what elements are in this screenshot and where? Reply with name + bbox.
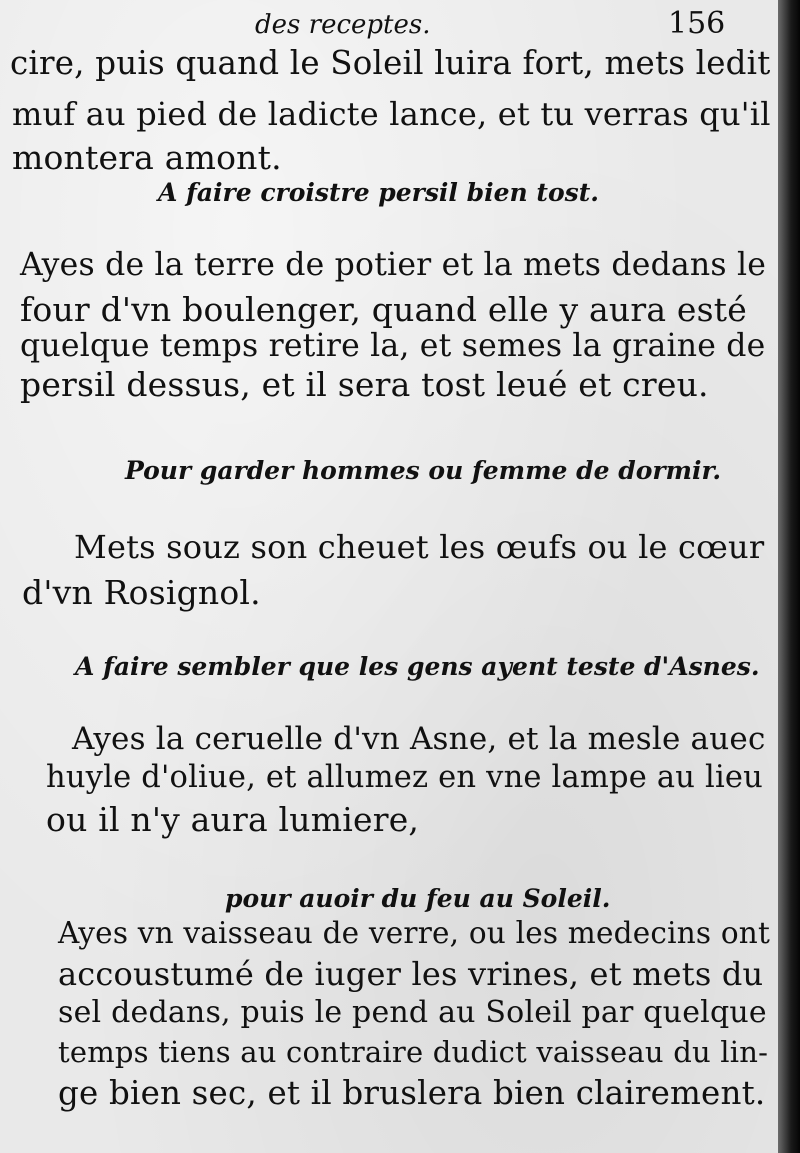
text-line: Ayes la ceruelle d'vn Asne, et la mesle auec <box>72 721 766 757</box>
text-line: sel dedans, puis le pend au Soleil par quelque <box>58 995 767 1030</box>
text-line: ou il n'y aura lumiere, <box>46 800 420 839</box>
text-line: cire, puis quand le Soleil luira fort, mets ledit <box>10 44 771 82</box>
text-line: d'vn Rosignol. <box>22 573 261 612</box>
recipe-heading: pour auoir du feu au Soleil. <box>225 884 611 913</box>
text-line: persil dessus, et il sera tost leué et creu. <box>20 365 709 404</box>
text-line: muf au pied de ladicte lance, et tu verras qu'il <box>12 95 771 133</box>
running-head: des receptes. <box>255 10 431 40</box>
text-line: ge bien sec, et il bruslera bien clairement. <box>58 1074 766 1112</box>
recipe-heading: Pour garder hommes ou femme de dormir. <box>125 456 722 485</box>
text-line: quelque temps retire la, et semes la graine de <box>20 328 766 364</box>
text-line: Ayes de la terre de potier et la mets dedans le <box>20 247 767 283</box>
text-line: temps tiens au contraire dudict vaisseau du lin- <box>58 1035 769 1069</box>
text-line: montera amont. <box>12 138 282 177</box>
recipe-heading: A faire croistre persil bien tost. <box>158 178 599 207</box>
page-edge-shadow <box>778 0 800 1153</box>
text-line: accoustumé de iuger les vrines, et mets du <box>58 955 764 993</box>
text-line: Ayes vn vaisseau de verre, ou les medecins ont <box>58 916 771 950</box>
text-line: huyle d'oliue, et allumez en vne lampe au lieu <box>46 760 764 795</box>
recipe-heading: A faire sembler que les gens ayent teste d'Asnes. <box>75 652 760 681</box>
text-line: four d'vn boulenger, quand elle y aura esté <box>20 290 747 329</box>
text-line: Mets souz son cheuet les œufs ou le cœur <box>74 528 765 566</box>
page-number: 156 <box>668 6 726 41</box>
